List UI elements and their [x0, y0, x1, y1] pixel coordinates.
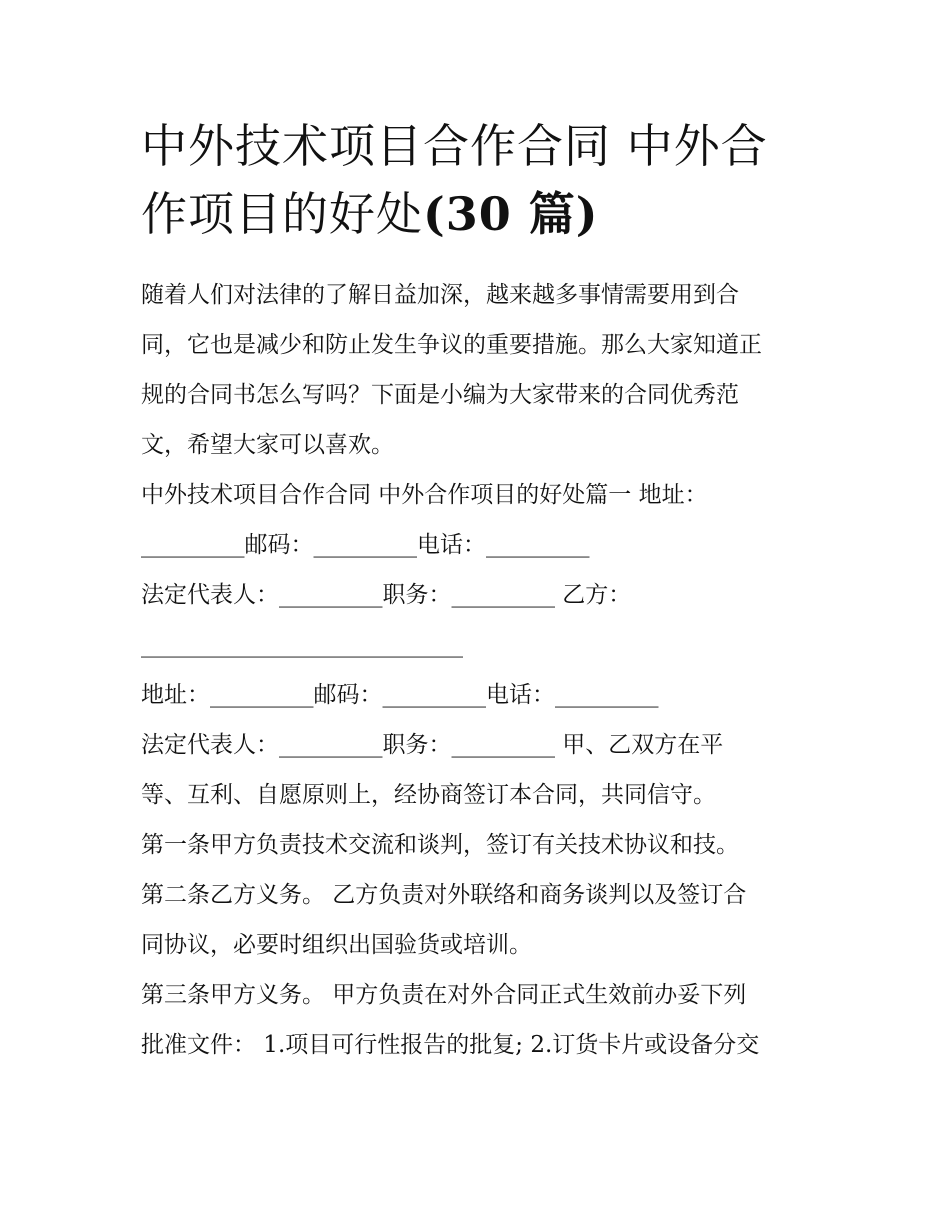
contract-line: 地址：_________邮码：_________电话：_________ [141, 682, 659, 708]
contract-line: 中外技术项目合作合同 中外合作项目的好处篇一 地址： [141, 482, 708, 508]
document-title [141, 112, 821, 248]
contract-line: _________邮码：_________电话：_________ [141, 532, 590, 558]
contract-line: 第一条甲方负责技术交流和谈判，签订有关技术协议和技。 [141, 832, 739, 858]
contract-line: 同协议，必要时组织出国验货或培训。 [141, 932, 532, 958]
contract-line: 法定代表人：_________职务：_________ 乙方： [141, 582, 632, 608]
intro-line: 规的合同书怎么写吗？下面是小编为大家带来的合同优秀范 [141, 382, 739, 408]
contract-line: 第三条甲方义务。 甲方负责在对外合同正式生效前办妥下列 [141, 982, 747, 1008]
contract-section [141, 470, 821, 1070]
contract-line: 第二条乙方义务。 乙方负责对外联络和商务谈判以及签订合 [141, 882, 747, 908]
document-body [141, 270, 821, 1070]
contract-line: ____________________________ [141, 632, 463, 658]
contract-line: 等、互利、自愿原则上，经协商签订本合同，共同信守。 [141, 782, 716, 808]
title-line-2-count: (30 篇) [423, 187, 599, 241]
title-line-1: 中外技术项目合作合同 中外合 [141, 119, 768, 173]
contract-line: 批准文件： 1.项目可行性报告的批复; 2.订货卡片或设备分交 [141, 1032, 760, 1058]
intro-line: 同，它也是减少和防止发生争议的重要措施。那么大家知道正 [141, 332, 762, 358]
document-content [141, 112, 821, 1070]
intro-paragraph [141, 270, 821, 470]
contract-line: 法定代表人：_________职务：_________ 甲、乙双方在平 [141, 732, 724, 758]
title-line-2-text: 作项目的好处 [141, 187, 423, 241]
intro-line: 文，希望大家可以喜欢。 [141, 432, 394, 458]
intro-line: 随着人们对法律的了解日益加深，越来越多事情需要用到合 [141, 282, 739, 308]
title-line-2 [141, 180, 821, 248]
